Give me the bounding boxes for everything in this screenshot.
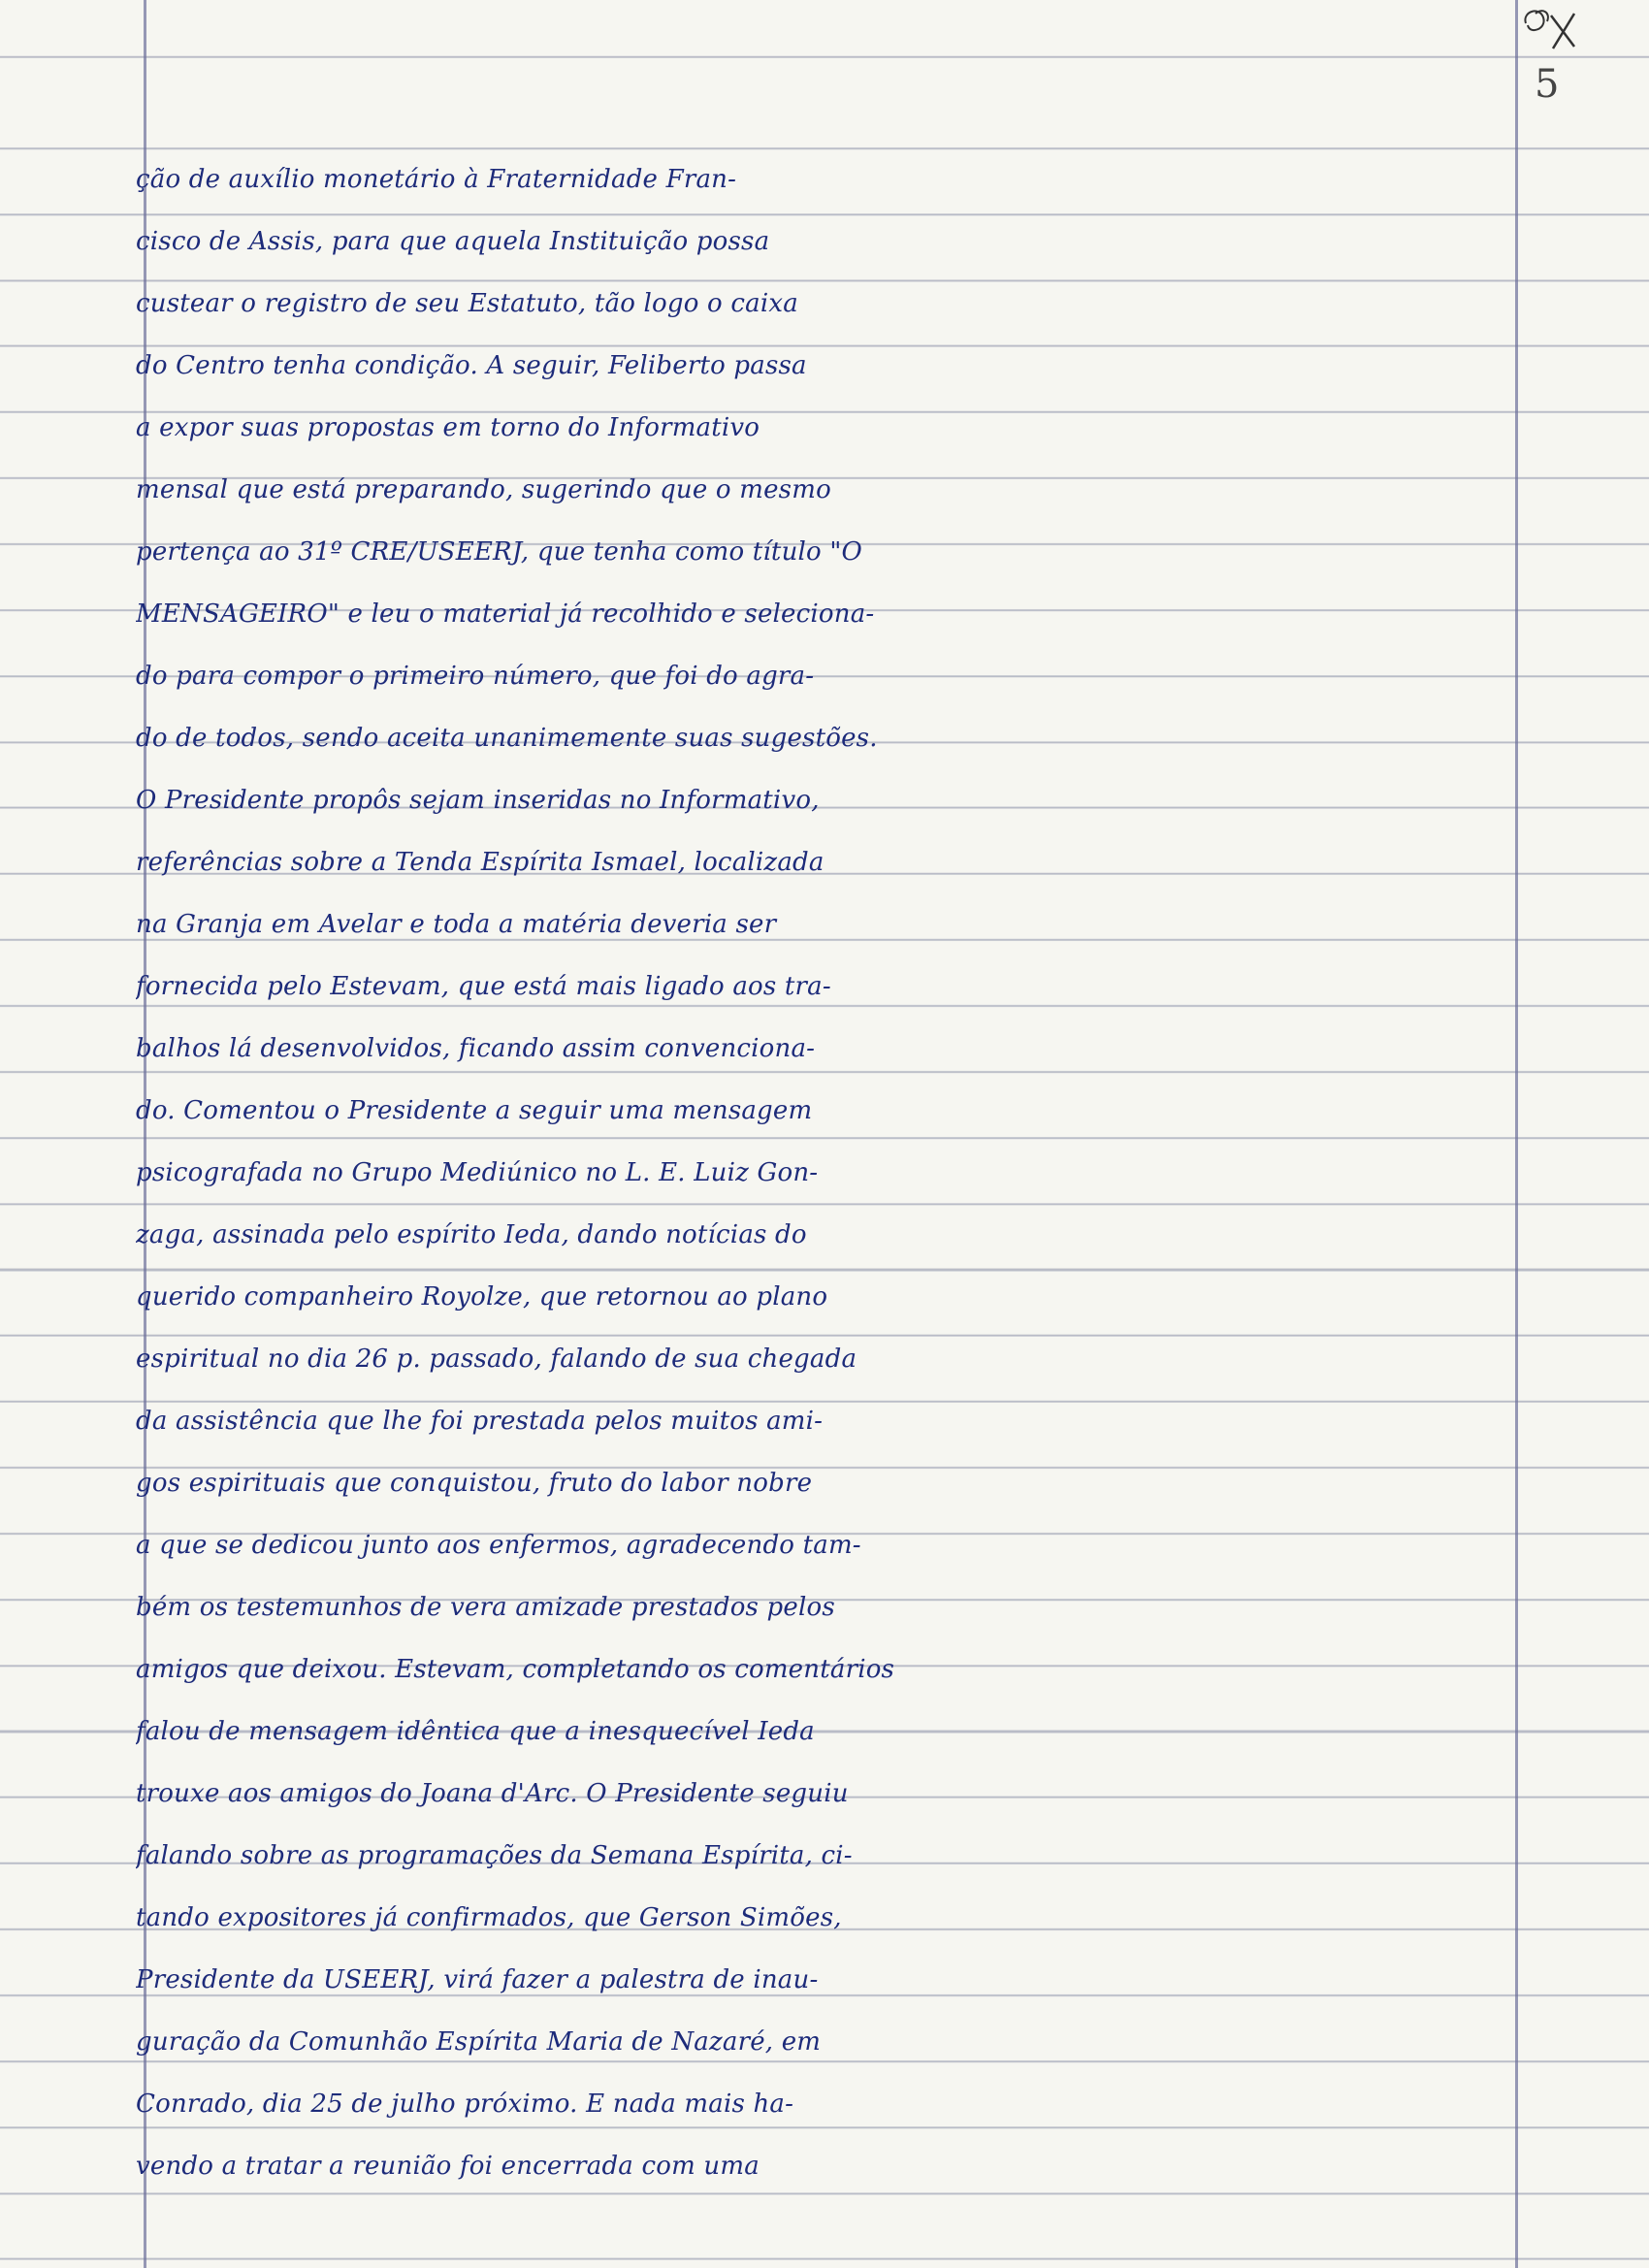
text-line: falou de mensagem idêntica que a inesquecível Ieda	[136, 1717, 815, 1746]
text-line: O Presidente propôs sejam inseridas no Informativo,	[136, 786, 820, 815]
text-line: pertença ao 31º CRE/USEERJ, que tenha como título "O	[136, 537, 863, 567]
text-line: espiritual no dia 26 p. passado, falando de sua chegada	[136, 1345, 857, 1374]
text-line: cisco de Assis, para que aquela Instituição possa	[136, 227, 770, 256]
text-line: amigos que deixou. Estevam, completando os comentários	[136, 1655, 895, 1684]
text-line: trouxe aos amigos do Joana d'Arc. O Presidente seguiu	[136, 1779, 849, 1808]
text-line: tando expositores já confirmados, que Gerson Simões,	[136, 1903, 842, 1932]
text-line: a que se dedicou junto aos enfermos, agradecendo tam-	[136, 1531, 861, 1560]
text-line: querido companheiro Royolze, que retornou ao plano	[136, 1282, 828, 1312]
text-line: zaga, assinada pelo espírito Ieda, dando notícias do	[136, 1220, 807, 1249]
text-line: vendo a tratar a reunião foi encerrada com uma	[136, 2152, 760, 2181]
text-line: do. Comentou o Presidente a seguir uma mensagem	[136, 1096, 813, 1125]
text-line: MENSAGEIRO" e leu o material já recolhido e seleciona-	[136, 599, 875, 629]
text-line: custear o registro de seu Estatuto, tão logo o caixa	[136, 289, 798, 318]
text-line: gos espirituais que conquistou, fruto do labor nobre	[136, 1469, 813, 1498]
text-line: fornecida pelo Estevam, que está mais ligado aos tra-	[136, 972, 831, 1001]
text-line: ção de auxílio monetário à Fraternidade Fran-	[136, 165, 737, 194]
text-line: na Granja em Avelar e toda a matéria deveria ser	[136, 910, 777, 939]
text-line: a expor suas propostas em torno do Informativo	[136, 413, 760, 442]
text-line: Conrado, dia 25 de julho próximo. E nada mais ha-	[136, 2090, 794, 2119]
text-line: do de todos, sendo aceita unanimemente suas sugestões.	[136, 724, 878, 753]
text-line: guração da Comunhão Espírita Maria de Nazaré, em	[136, 2027, 822, 2057]
text-line: Presidente da USEERJ, virá fazer a palestra de inau-	[136, 1965, 819, 1994]
text-line: balhos lá desenvolvidos, ficando assim convenciona-	[136, 1034, 816, 1063]
text-line: bém os testemunhos de vera amizade prestados pelos	[136, 1593, 835, 1622]
text-line: falando sobre as programações da Semana Espírita, ci-	[136, 1841, 853, 1870]
text-line: mensal que está preparando, sugerindo que o mesmo	[136, 475, 831, 504]
page-number: 5	[1535, 62, 1560, 107]
text-line: da assistência que lhe foi prestada pelos muitos ami-	[136, 1407, 824, 1436]
text-line: referências sobre a Tenda Espírita Ismael, localizada	[136, 848, 824, 877]
text-line: do para compor o primeiro número, que foi do agra-	[136, 662, 815, 691]
text-line: do Centro tenha condição. A seguir, Feliberto passa	[136, 351, 807, 380]
text-line: psicografada no Grupo Mediúnico no L. E. Luiz Gon-	[136, 1158, 819, 1187]
